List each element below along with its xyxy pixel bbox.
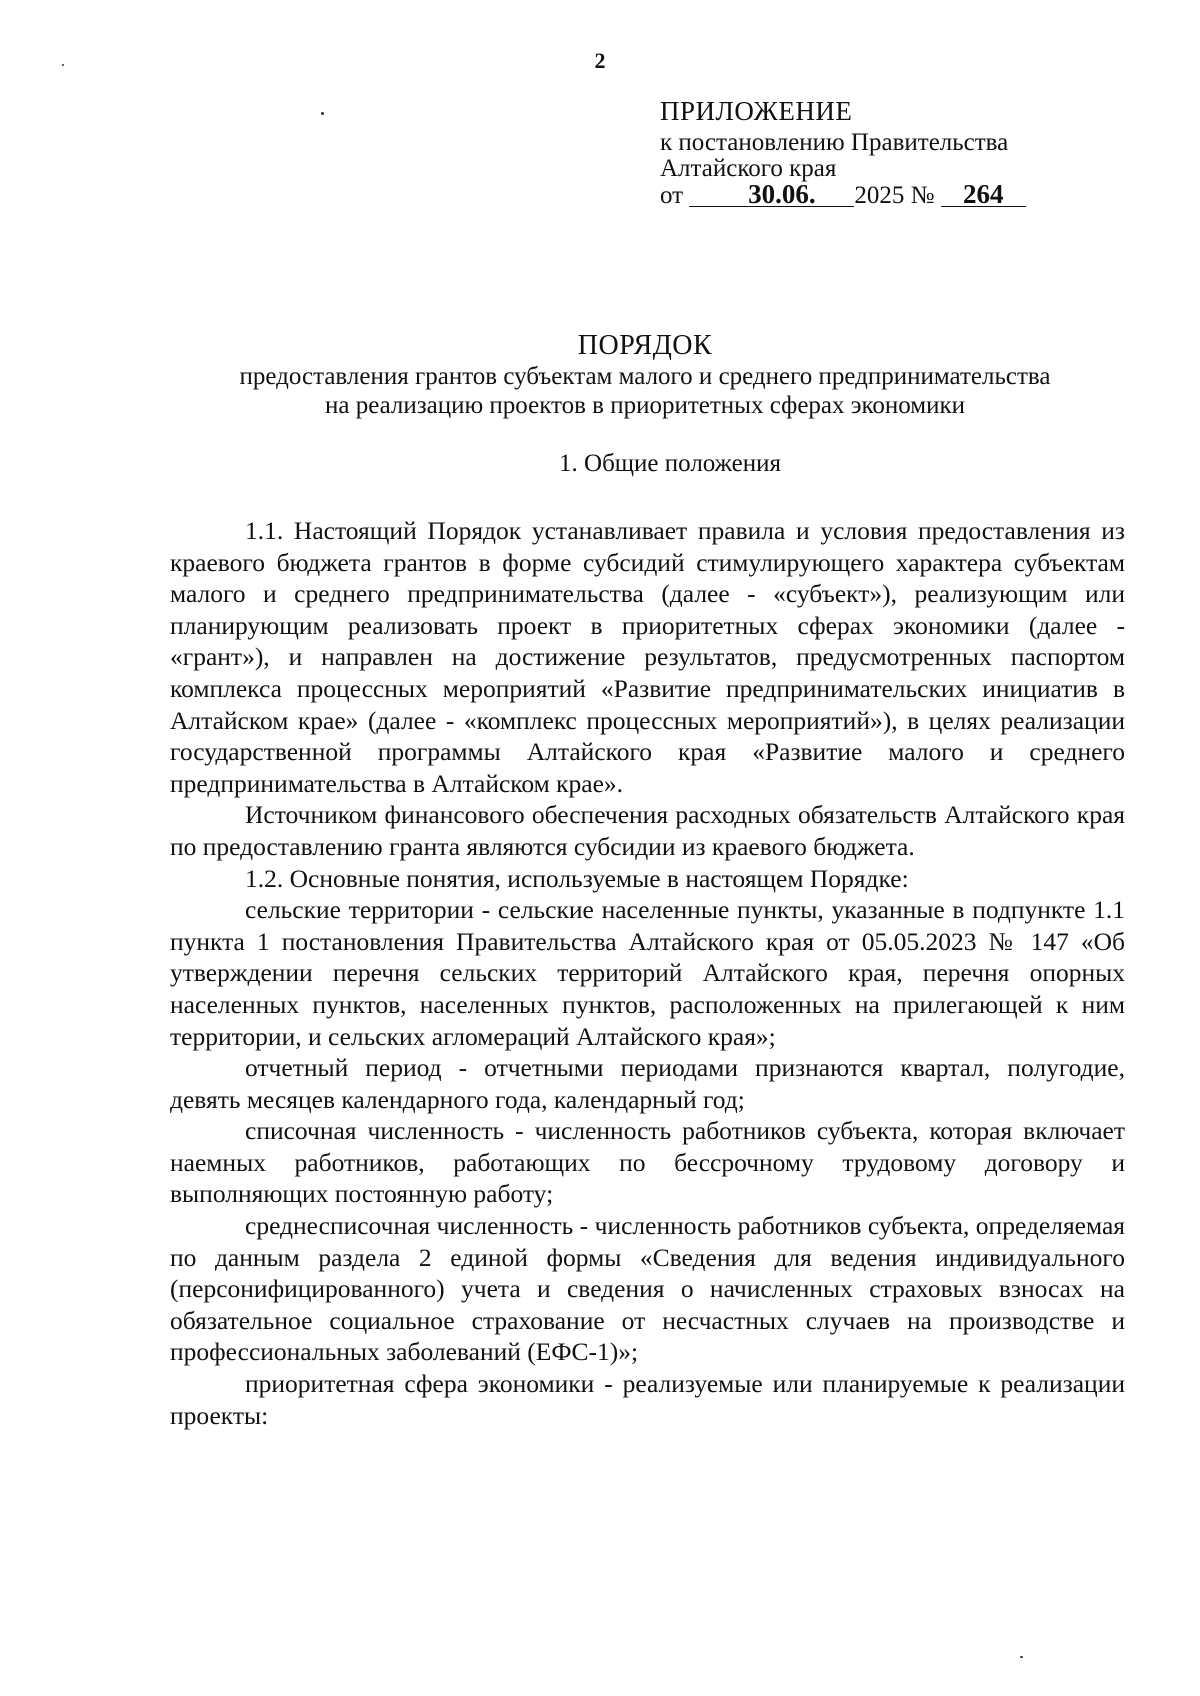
subtitle-line-1: предоставления грантов субъектам малого и среднего предпринимательства <box>239 363 1051 390</box>
year-number-label: 2025 № <box>854 182 935 209</box>
paragraph: Источником финансового обеспечения расходных обязательств Алтайского края по предоставлению гранта являются субсидии из краевого бюджета. <box>170 800 1125 861</box>
resolution-date: 30.06. <box>689 182 854 207</box>
body-text <box>170 515 1125 1431</box>
from-label: от <box>660 182 684 209</box>
paragraph: сельские территории - сельские населенные пункты, указанные в подпункте 1.1 пункта 1 постановления Правительства Алтайского края от 05.05.2023 № 147 «Об утверждении перечня сельских территорий Алтайского края, перечня опорных населенных пунктов, населенных пунктов, расположенных на прилегающей к ним территории, и сельских агломераций Алтайского края»; <box>170 895 1125 1051</box>
paragraph: отчетный период - отчетными периодами признаются квартал, полугодие, девять месяцев календарного года, календарный год; <box>170 1053 1125 1114</box>
section-heading: 1. Общие положения <box>559 450 781 477</box>
appendix-block <box>660 98 1130 209</box>
scan-speck <box>321 112 324 115</box>
paragraph: списочная численность - численность работников субъекта, которая включает наемных работников, работающих по бессрочному трудовому договору и выполняющих постоянную работу; <box>170 1116 1125 1209</box>
document-subtitle <box>170 362 1120 420</box>
appendix-line-resolution: к постановлению Правительства <box>660 129 1009 156</box>
appendix-date-line <box>660 179 1130 209</box>
page-number: 2 <box>594 48 606 73</box>
document-title: ПОРЯДОК <box>577 330 713 361</box>
appendix-line-region: Алтайского края <box>660 155 837 182</box>
paragraph: 1.1. Настоящий Порядок устанавливает правила и условия предоставления из краевого бюджета грантов в форме субсидий стимулирующего характера субъектам малого и среднего предпринимательства (далее - «субъект»), реализующим или планирующим реализовать проект в приоритетных сферах экономики (далее - «грант»), и направлен на достижение результатов, предусмотренных паспортом комплекса процессных мероприятий «Развитие предпринимательских инициатив в Алтайском крае» (далее - «комплекс процессных мероприятий»), в целях реализации государственной программы Алтайского края «Развитие малого и среднего предпринимательства в Алтайском крае». <box>170 516 1125 798</box>
appendix-title: ПРИЛОЖЕНИЕ <box>660 96 853 126</box>
paragraph: 1.2. Основные понятия, используемые в настоящем Порядке: <box>245 863 909 893</box>
subtitle-line-2: на реализацию проектов в приоритетных сферах экономики <box>324 392 966 419</box>
paragraph: приоритетная сфера экономики - реализуемые или планируемые к реализации проекты: <box>170 1369 1125 1430</box>
scan-speck <box>62 64 64 66</box>
paragraph: среднесписочная численность - численность работников субъекта, определяемая по данным раздела 2 единой формы «Сведения для ведения индивидуального (персонифицированного) учета и сведения о начисленных страховых взносах на обязательное социальное страхование от несчастных случаев на производстве и профессиональных заболеваний (ЕФС-1)»; <box>170 1211 1125 1367</box>
resolution-number: 264 <box>941 182 1026 207</box>
scan-speck <box>1020 1656 1023 1658</box>
